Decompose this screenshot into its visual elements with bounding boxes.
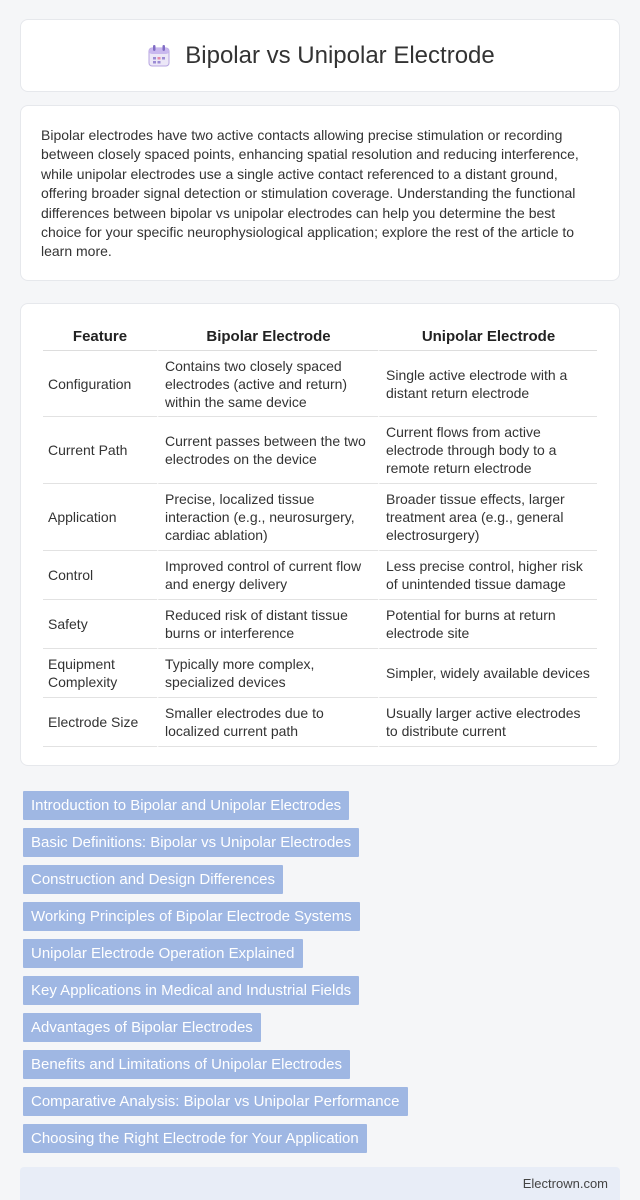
title-wrap <box>145 42 494 70</box>
header-card <box>20 19 620 92</box>
unipolar-cell: Broader tissue effects, larger treatment area (e.g., general electrosurgery) <box>378 484 597 551</box>
table-row <box>43 551 597 600</box>
intro-paragraph: Bipolar electrodes have two active contacts allowing precise stimulation or recording between closely spaced points, enhancing spatial resolution and reducing interference, while unipolar electrodes use a single active contact referenced to a distant ground, offering broader signal detection or stimulation coverage. Understanding the functional differences between bipolar vs unipolar electrodes can help you determine the best choice for your specific neurophysiological application; explore the rest of the article to learn more. <box>41 127 579 260</box>
header-feature: Feature <box>43 324 157 351</box>
table-header-row <box>43 324 597 351</box>
feature-cell: Current Path <box>43 417 157 484</box>
table-row <box>43 351 597 417</box>
unipolar-cell: Single active electrode with a distant return electrode <box>378 351 597 417</box>
comparison-table-card <box>20 303 620 766</box>
article-link-key-applications[interactable]: Key Applications in Medical and Industrial Fields <box>23 976 359 1005</box>
article-link-working-principles[interactable]: Working Principles of Bipolar Electrode Systems <box>23 902 360 931</box>
header-unipolar: Unipolar Electrode <box>378 324 597 351</box>
article-link-unipolar-operation[interactable]: Unipolar Electrode Operation Explained <box>23 939 303 968</box>
article-link-construction[interactable]: Construction and Design Differences <box>23 865 283 894</box>
page-title: Bipolar vs Unipolar Electrode <box>185 41 495 69</box>
table-row <box>43 600 597 649</box>
table-row <box>43 698 597 747</box>
feature-cell: Control <box>43 551 157 600</box>
article-link-comparative-analysis[interactable]: Comparative Analysis: Bipolar vs Unipolar Performance <box>23 1087 408 1116</box>
footer-site-name[interactable]: Electrown.com <box>522 1176 608 1191</box>
bipolar-cell: Precise, localized tissue interaction (e.g., neurosurgery, cardiac ablation) <box>157 484 378 551</box>
bipolar-cell: Improved control of current flow and energy delivery <box>157 551 378 600</box>
unipolar-cell: Potential for burns at return electrode site <box>378 600 597 649</box>
bipolar-cell: Reduced risk of distant tissue burns or interference <box>157 600 378 649</box>
unipolar-cell: Usually larger active electrodes to distribute current <box>378 698 597 747</box>
unipolar-cell: Current flows from active electrode through body to a remote return electrode <box>378 417 597 484</box>
feature-cell: Equipment Complexity <box>43 649 157 698</box>
article-link-unipolar-benefits[interactable]: Benefits and Limitations of Unipolar Electrodes <box>23 1050 350 1079</box>
feature-cell: Configuration <box>43 351 157 417</box>
footer <box>20 1167 620 1200</box>
unipolar-cell: Simpler, widely available devices <box>378 649 597 698</box>
bipolar-cell: Smaller electrodes due to localized current path <box>157 698 378 747</box>
article-link-choosing-electrode[interactable]: Choosing the Right Electrode for Your Application <box>23 1124 367 1153</box>
unipolar-cell: Less precise control, higher risk of unintended tissue damage <box>378 551 597 600</box>
calendar-icon <box>145 42 173 70</box>
bipolar-cell: Current passes between the two electrodes on the device <box>157 417 378 484</box>
feature-cell: Safety <box>43 600 157 649</box>
bipolar-cell: Contains two closely spaced electrodes (active and return) within the same device <box>157 351 378 417</box>
article-link-basic-definitions[interactable]: Basic Definitions: Bipolar vs Unipolar Electrodes <box>23 828 359 857</box>
table-row <box>43 417 597 484</box>
header-bipolar: Bipolar Electrode <box>157 324 378 351</box>
intro-card <box>20 105 620 281</box>
table-row <box>43 484 597 551</box>
bipolar-cell: Typically more complex, specialized devices <box>157 649 378 698</box>
table-row <box>43 649 597 698</box>
feature-cell: Application <box>43 484 157 551</box>
article-link-introduction[interactable]: Introduction to Bipolar and Unipolar Electrodes <box>23 791 349 820</box>
comparison-table <box>43 324 597 747</box>
article-link-bipolar-advantages[interactable]: Advantages of Bipolar Electrodes <box>23 1013 261 1042</box>
article-links <box>23 791 620 1161</box>
feature-cell: Electrode Size <box>43 698 157 747</box>
